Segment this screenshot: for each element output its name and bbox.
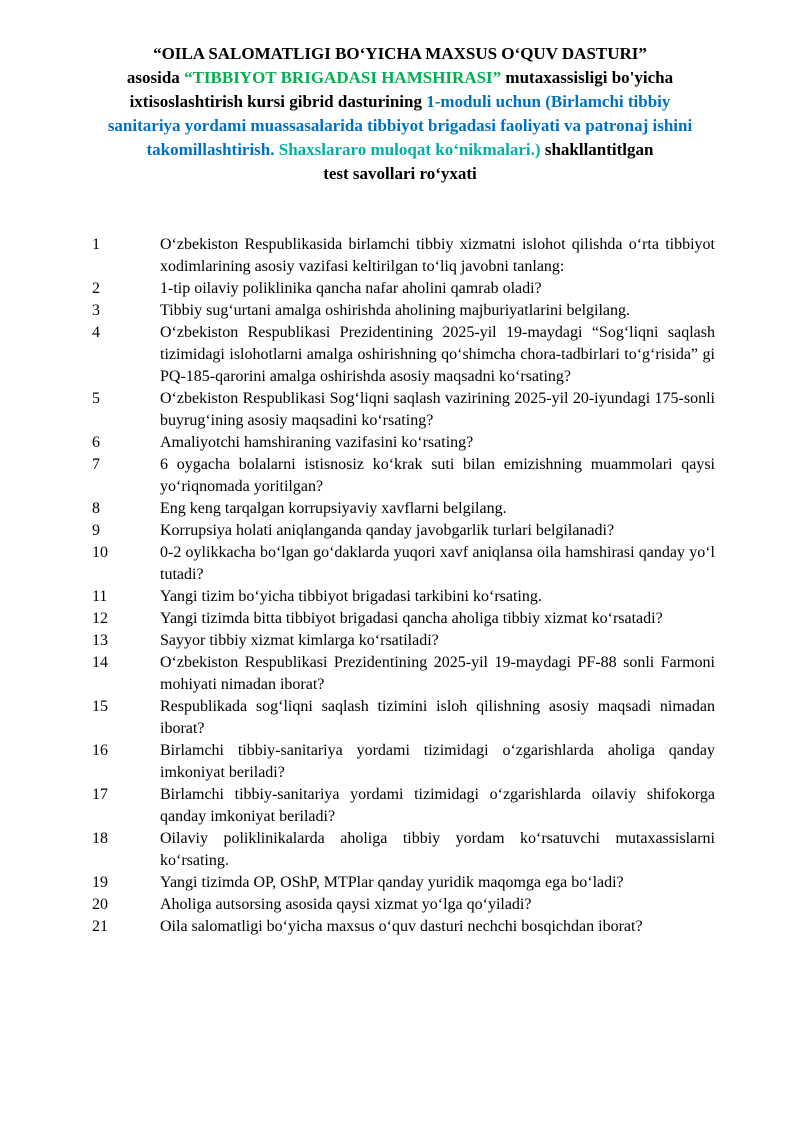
question-text: 1-tip oilaviy poliklinika qancha nafar aholini qamrab oladi? — [160, 280, 542, 297]
question-text: 0-2 oylikkacha bo‘lgan go‘daklarda yuqori xavf aniqlansa oila hamshirasi qanday yo‘l tutadi? — [160, 544, 715, 583]
question-number: 14 — [92, 654, 108, 671]
question-text: Oila salomatligi bo‘yicha maxsus o‘quv dasturi nechchi bosqichdan iborat? — [160, 918, 643, 935]
question-text: Sayyor tibbiy xizmat kimlarga ko‘rsatiladi? — [160, 632, 439, 649]
question-number: 15 — [92, 698, 108, 715]
question-row — [92, 432, 715, 454]
title-segment: sanitariya yordami muassasalarida tibbiyot brigadasi faoliyati va patronaj ishini — [107, 116, 693, 135]
question-row — [92, 322, 715, 388]
question-text: Aholiga autsorsing asosida qaysi xizmat yo‘lga qo‘yiladi? — [160, 896, 532, 913]
question-text: 6 oygacha bolalarni istisnosiz ko‘krak suti bilan emizishning muammolari qaysi yo‘riqnomada yoritilgan? — [160, 456, 715, 495]
question-row — [92, 630, 715, 652]
question-row — [92, 740, 715, 784]
title-line — [60, 66, 740, 90]
question-number: 6 — [92, 434, 100, 451]
question-number: 19 — [92, 874, 108, 891]
title-segment: asosida — [126, 68, 185, 87]
question-row — [92, 498, 715, 520]
question-number: 1 — [92, 236, 100, 253]
question-number: 7 — [92, 456, 100, 473]
question-number: 10 — [92, 544, 108, 561]
question-list — [92, 234, 715, 938]
question-row — [92, 388, 715, 432]
title-segment: takomillashtirish. — [146, 140, 279, 159]
title-segment: test savollari ro‘yxati — [323, 164, 477, 183]
title-segment: shakllantitlgan — [540, 140, 654, 159]
question-number: 4 — [92, 324, 100, 341]
question-text: Yangi tizim bo‘yicha tibbiyot brigadasi tarkibini ko‘rsating. — [160, 588, 542, 605]
question-number: 5 — [92, 390, 100, 407]
question-text: Birlamchi tibbiy-sanitariya yordami tizimidagi o‘zgarishlarda aholiga qanday imkoniyat beriladi? — [160, 742, 715, 781]
question-row — [92, 234, 715, 278]
question-row — [92, 784, 715, 828]
question-row — [92, 608, 715, 630]
title-line — [60, 90, 740, 114]
question-row — [92, 872, 715, 894]
title-line — [60, 162, 740, 186]
question-number: 9 — [92, 522, 100, 539]
question-number: 13 — [92, 632, 108, 649]
question-row — [92, 300, 715, 322]
question-number: 12 — [92, 610, 108, 627]
title-segment: ixtisoslashtirish kursi gibrid dasturining — [129, 92, 427, 111]
question-text: Eng keng tarqalgan korrupsiyaviy xavflarni belgilang. — [160, 500, 507, 517]
question-row — [92, 278, 715, 300]
question-row — [92, 520, 715, 542]
question-text: Respublikada sog‘liqni saqlash tizimini isloh qilishning asosiy maqsadi nimadan iborat? — [160, 698, 715, 737]
title-segment: Shaxslararo muloqat ko‘nikmalari.) — [278, 140, 541, 159]
question-text: Yangi tizimda bitta tibbiyot brigadasi qancha aholiga tibbiy xizmat ko‘rsatadi? — [160, 610, 663, 627]
question-text: Amaliyotchi hamshiraning vazifasini ko‘rsating? — [160, 434, 474, 451]
title-segment: mutaxassisligi bo'yicha — [501, 68, 674, 87]
question-number: 17 — [92, 786, 108, 803]
question-number: 18 — [92, 830, 108, 847]
question-row — [92, 652, 715, 696]
question-number: 20 — [92, 896, 108, 913]
question-text: O‘zbekiston Respublikasi Prezidentining 2025-yil 19-maydagi PF-88 sonli Farmoni mohiyati nimadan iborat? — [160, 654, 715, 693]
question-text: Birlamchi tibbiy-sanitariya yordami tizimidagi o‘zgarishlarda oilaviy shifokorga qanday imkoniyat beriladi? — [160, 786, 715, 825]
question-row — [92, 696, 715, 740]
question-number: 16 — [92, 742, 108, 759]
question-number: 21 — [92, 918, 108, 935]
document-title — [60, 42, 740, 186]
question-row — [92, 916, 715, 938]
question-number: 11 — [92, 588, 108, 605]
question-text: Korrupsiya holati aniqlanganda qanday javobgarlik turlari belgilanadi? — [160, 522, 615, 539]
question-row — [92, 586, 715, 608]
title-line — [60, 42, 740, 66]
title-line — [60, 114, 740, 138]
title-segment: 1-moduli uchun (Birlamchi tibbiy — [426, 92, 671, 111]
question-number: 3 — [92, 302, 100, 319]
question-text: Oilaviy poliklinikalarda aholiga tibbiy yordam ko‘rsatuvchi mutaxassislarni ko‘rsating. — [160, 830, 715, 869]
question-text: O‘zbekiston Respublikasi Sog‘liqni saqlash vazirining 2025-yil 20-iyundagi 175-sonli buyrug‘ining asosiy maqsadini ko‘rsating? — [160, 390, 715, 429]
question-text: Yangi tizimda OP, OShP, MTPlar qanday yuridik maqomga ega bo‘ladi? — [160, 874, 624, 891]
question-number: 2 — [92, 280, 100, 297]
question-text: Tibbiy sug‘urtani amalga oshirishda aholining majburiyatlarini belgilang. — [160, 302, 630, 319]
question-row — [92, 894, 715, 916]
question-row — [92, 828, 715, 872]
title-segment: “OILA SALOMATLIGI BO‘YICHA MAXSUS O‘QUV DASTURI” — [153, 44, 647, 63]
question-text: O‘zbekiston Respublikasi Prezidentining 2025-yil 19-maydagi “Sog‘liqni saqlash tizimidagi islohotlarni amalga oshirishning qo‘shimcha chora-tadbirlari to‘g‘risida” gi PQ-185-qarorini amalga oshirishda asosiy maqsadni ko‘rsating? — [160, 324, 715, 385]
title-line — [60, 138, 740, 162]
title-segment: “TIBBIYOT BRIGADASI HAMSHIRASI” — [184, 68, 502, 87]
question-number: 8 — [92, 500, 100, 517]
question-text: O‘zbekiston Respublikasida birlamchi tibbiy xizmatni islohot qilishda o‘rta tibbiyot xodimlarining asosiy vazifasi keltirilgan to‘liq javobni tanlang: — [160, 236, 715, 275]
question-row — [92, 542, 715, 586]
question-row — [92, 454, 715, 498]
